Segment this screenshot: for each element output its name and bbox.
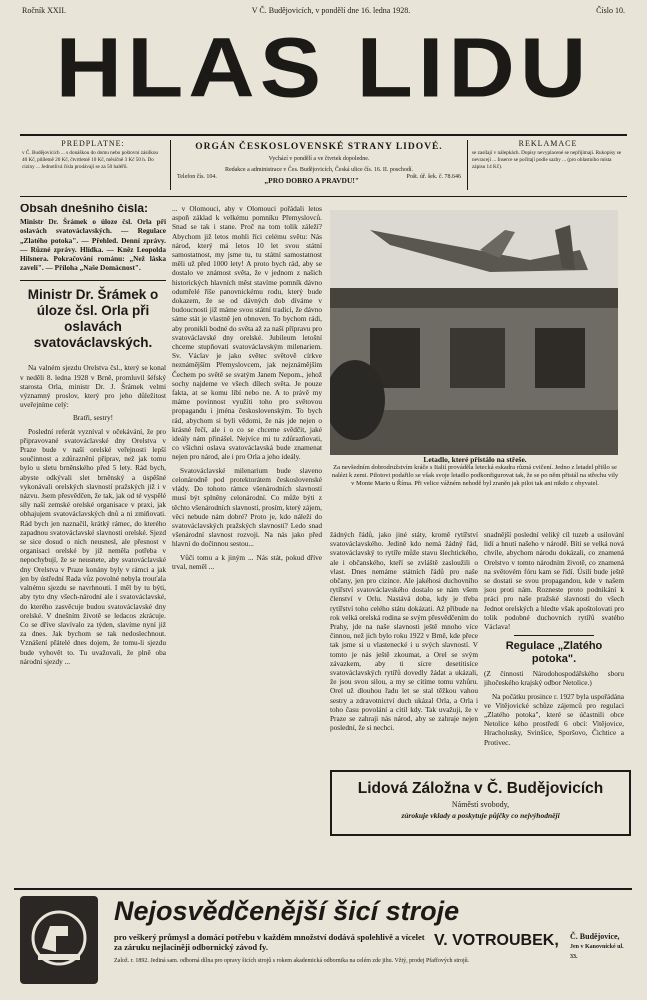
section-divider [514,635,594,636]
sewing-machine-advertisement [14,888,632,990]
article-paragraph-3: Svatováclavské milenarium bude slaveno celonárodně pod protektorátem československé vlády. Do tohoto rámce všenárodních slavností musí být splněny celonárodní. Co může býti z těchto všenárodních slavností, prosím, který zájem, věci nebude nám dobré? Proto je, kdo náleží do svatováclavských pražských slavností? Ledo snad všenárodní slavnost rozvoji. Na nás jako před hlavní do dočinnou sestou... [172,465,322,549]
column-2 [172,204,322,884]
bank-address: Náměstí svobody, [451,800,510,809]
column-1 [20,204,166,884]
issue-line [22,6,625,18]
rates-box [472,140,624,202]
column-4 [484,530,624,766]
volume-label: Ročník XXII. [22,6,66,15]
article-paragraph-4: Vůči tomu a k jiným ... Nás stát, pokud dříve trval, neměl ... [172,552,322,571]
article-greeting: Bratři, sestry! [72,413,114,423]
regulace-text: Na počátku prosince r. 1927 byla uspořádána ve Vitějovické schůze zájemců pro regulaci „Zlatého potoka", které se účastnili obce Netolice kého prostředí 6 obcí: Vitějovice, Hracholusky, Svinšice, Sporšovo, Čichtice a Protivec. [484,691,624,747]
subscription-text: v Č. Budějovicích ... s donáškou do domu nebo poštovní zásilkou 40 Kč, půlletně 20 Kč, čtvrtletně 10 Kč, měsíčně 3 Kč 50 h. Do ciziny ... Jednotlivá čísla prodávají se za 50 haléřů. [22,150,159,170]
sewing-ad-company: V. VOTROUBEK, [434,932,559,949]
sewing-machine-logo-icon [20,896,98,984]
article-intro: Na valném sjezdu Orelstva čsl., který se konal v neděli 8. ledna 1928 v Brně, promluvil šéfský starosta Orla, ministr Dr. J. Šrámek velmi významný proslov, který pro jeho důležitost uveřejníme celý: [20,363,166,410]
sewing-ad-city-name: Č. Budějovice, [570,932,620,941]
bank-advertisement [330,770,631,836]
article-headline: Ministr Dr. Šrámek o úloze čsl. Orla při oslavách svatováclavských. [27,287,159,351]
airplane-on-roof-image [330,210,618,455]
sewing-ad-headline: Nejosvědčenější šicí stroje [114,896,460,926]
rates-heading: REKLAMACE [518,140,578,148]
photo-caption-text: Za nevšedním dobrodružstvím kráče s Italií prováděla letecká eskadra různá cvičení. Jedno z letadel přišlo se nalézt k zemi. Pilotovi podařilo se však svoje letadlo podkonfigurovat tak, že se po něm přistál na střechu vily v Monte Mario u Říma. Při velice vážném nehodě byl zraněn jak pilot tak ani nikdo z obyvatel. [331,464,619,487]
organ-line2: Redakce a administrace v Čes. Budějovicích, Česká ulice čís. 16. II. poschodí. [224,167,414,173]
photo-caption-title: Letadlo, které přistálo na střeše. [423,455,527,464]
column-3 [330,530,478,766]
photo-caption [330,456,620,488]
article-paragraph-2: ... v Olomouci, aby v Olomouci pořádali letos aspoň základ k velkému pomníku Přemyslovců. Snad se tak i stane. Proč na tom tolik záleží? Abychom již letos mohli říci celému světu: Nás národ, který má letos 10 let svou státní samostatnost, my jsme tu, tu státní samostatnost měli už před 1000 lety! A proto bych rád, aby se dostalo ve známost světa, že v jednom z našich historických hlavních měst stavíme pomník dávno odumřelé říše panovnickému rodu, který bude dokazem, že se od dávných dob díváme v budoucnosti již máme svou státní tradici, že dávno sáme stát je vlastně jen obnoven. To bychom rádi, aby pronikli bodné do světa až za naší přípravu pro svatováclavské dny orelské. Jubileum letošní chceme stupňovati svatováclavským milenariem. Sv. Václav je jako světec světově církve neznámějším Přemyslovcem, jak nejznámějším Čechem po světě se svatým Janem Nepom., jehož sochy najdeme ve všech dílech světa. Je pouze fakta, at se komu líbí nebo ne. A to právě my máme povinnost využíti toho pro světovou propagandu i jména československým. To bych rád, abychom si byli vědomi, že nás jde nejen o krásné řečí, ale i o co se chceme svědčit, jaké ideály nám přinášel. Nejvíce mi tu zdůrazňovati, co všichni oslava svatováclavská bude znamenat nejen pro národ, ale i pro Orla a jeho ideály. [172,204,322,462]
date-label: V Č. Budějovicích, v pondělí dne 16. ledna 1928. [251,6,411,15]
subscription-box [22,140,164,202]
bank-slogan: zúrokuje vklady a poskytuje půjčky co nejvýhodněji [401,811,560,820]
regulace-intro: (Z činnosti Národohospodářského sboru jihočeského krajský odbor Netolice.) [484,669,624,688]
column-divider [20,280,166,281]
organ-box [170,140,468,190]
organ-phone: Telefon čís. 104. [177,174,217,180]
organ-postal: Pošt. úř. šek. č. 78.646 [406,174,461,180]
organ-motto: „PRO DOBRO A PRAVDU!" [264,176,360,185]
subscription-heading: PŘEDPLATNÉ: [61,140,125,148]
bank-name: Lidová Záložna v Č. Budějovicích [357,780,604,797]
sewing-ad-street: Jen v Kanovnické ul. 33. [570,944,624,960]
sewing-ad-description: pro veškerý průmysl a domácí potřebu v každém množství dodává spolehlivě a vícelet za záruku nejlaciněji odbornický závod fy. [114,932,425,952]
article-paragraph-1: Poslední referát vyzníval v očekávání, že pro připravované svatováclavské dny Orelstva v Praze bude v naší orelské veřejnosti lepší součinnost a zdůraznění příprav, než jak tomu bylo u sletu brněnského před 5 lety. Rád bych, abyste odkývali slet brněnský a úspěšné vykonávali orelských slavností pražských již i v názvu. Jsem přesvědčen, že tak, jak od té vyspělé síly naší zemské orelské organisace v praxi, jak obhajujem svatováclavských dnů a ni zmiňovati. Rád bych jen naznačil, krátký rámec, do kterého zapadnou svatováclavské slavnosti orelské. Sjezd se sice dosud o nich neusnesl, ale přesnost v organisaci orelské by již neměla potřeba v nepochybují, že se neusnete, aby svatováclavské dny Orelstva v Praze konány byly v rámci a jak jen by ústřední Rada vůz povolné nebyla trouťala valnému sjezdu se navrhnouti. I měl by tu býti, aby tyto dny všech-národní ale i svatováclavské, do kterého zasvěcuje budou svatováclavské dny orelské. V dnešním životě se ledacos zkrácuje. Co se dříve slavívalo za týden, slavíme nyní již za dnes. Jak bychom se tak nedoslechnout. Vznášení přátelé dnes dojem, že tomu-li sjezdu bude vyhovět to. Tu uvažovali, že plně oba národní sjezdy ... [20,426,166,666]
contents-heading: Obsah dnešního čísla: [20,204,149,215]
rates-text: se zasílají v nálepkách. Dopisy nevyplacené se nepřijímají. Rukopisy se nevracejí ... Inserce se počítají podle sazby ... (pro oblastního místa zápisu 14 Kč). [472,150,622,170]
masthead-title: HLAS LIDU [55,21,592,115]
organ-line1: Vychází v pondělí a ve čtvrtek dopoledne. [268,156,370,162]
header-bottom-rule [20,196,627,197]
article-conclusion: snadnější poslední veliký cíl tuzeb a usilování lidí a hnutí našeho v národě. Bíti se velká nová chvíle, abychom národu dokázali, co znamená Orelstvo v tomto národním životě, co znamená na světovém fóru kam se řídí. Úsilí bude ještě se dostati se svou propagandou, kde v našem jsou proti nám. Rozneste proto podnikání k práci pro naše pražské slavnosti do všech Jednot orelských a hledte však apoštolovati pro tolik podobné duchovních rytířů svatého Václava! [484,530,624,632]
article-continuation: žádných řádů, jako jiné státy, kromě rytířství svatováclavského. Jedině kdo nemá žádný řád, svatováclavský to rytíře může stavu šlechtického, ale i občanského, kteří se zvláště zasloužili o vlast. Dnes nemáme státních řádů pro naše občany, jen pro cizince. Ale jakéhosi duchovního rytířství svatováclavského dostalo se nám všem členství v Orlu. Nastává doba, kdy je třeba rytířství toho celého státu dokázati. Až přibude na rok velká orelská rodina se svým přesvědčením do Prahy, jde na naše slavnosti ještě mnoho více činnou, než jich bylo roku 1922 v Brně, kde přece tak jsme si u vlastenecké i u svých slavností. V tomto je nás ještě zkoumat, a Orel se svým závazkem, aby ti sícre desetitisíce svatováclavských rytířů dovedly žádat a ukázali, že jsou svou silou, a my se cítíme tomu vzhůru. Orel už dlouhou řadu let se stal těžkou vahou sestry a zdravotnictví duch ukázal Orla, a Orla i toho času povolání a cítil kdy. Tak uvažuji, že v Praze se zahraji nás národ, aby se zahraje nejen poslední, že si nechci. [330,530,478,733]
sewing-ad-footer: Založ. r. 1892. Jediná sam. odborná dílna pro opravy šicích strojů s rokem akademická odbornika na celém zde jihu. Vžtý, prodej Pfaffových strojů. [114,958,470,964]
issue-number: Číslo 10. [596,6,625,15]
organ-title: ORGÁN ČESKOSLOVENSKÉ STRANY LIDOVÉ. [195,142,443,152]
airplane-photo [330,210,618,455]
contents-text: Ministr Dr. Šrámek o úloze čsl. Orla při oslavách svatováclavských. — Regulace „Zlatého potoka". — Přehled. Denní zprávy. — Různé zprávy. Hlídka. — Kněz Leopolda Hilsnera. Pokračování románu: „Než láska zavelí". — Příloha „Naše Domácnost". [20,217,166,273]
masthead-rule [20,134,627,136]
regulace-headline: Regulace „Zlatého potoka". [505,640,603,666]
